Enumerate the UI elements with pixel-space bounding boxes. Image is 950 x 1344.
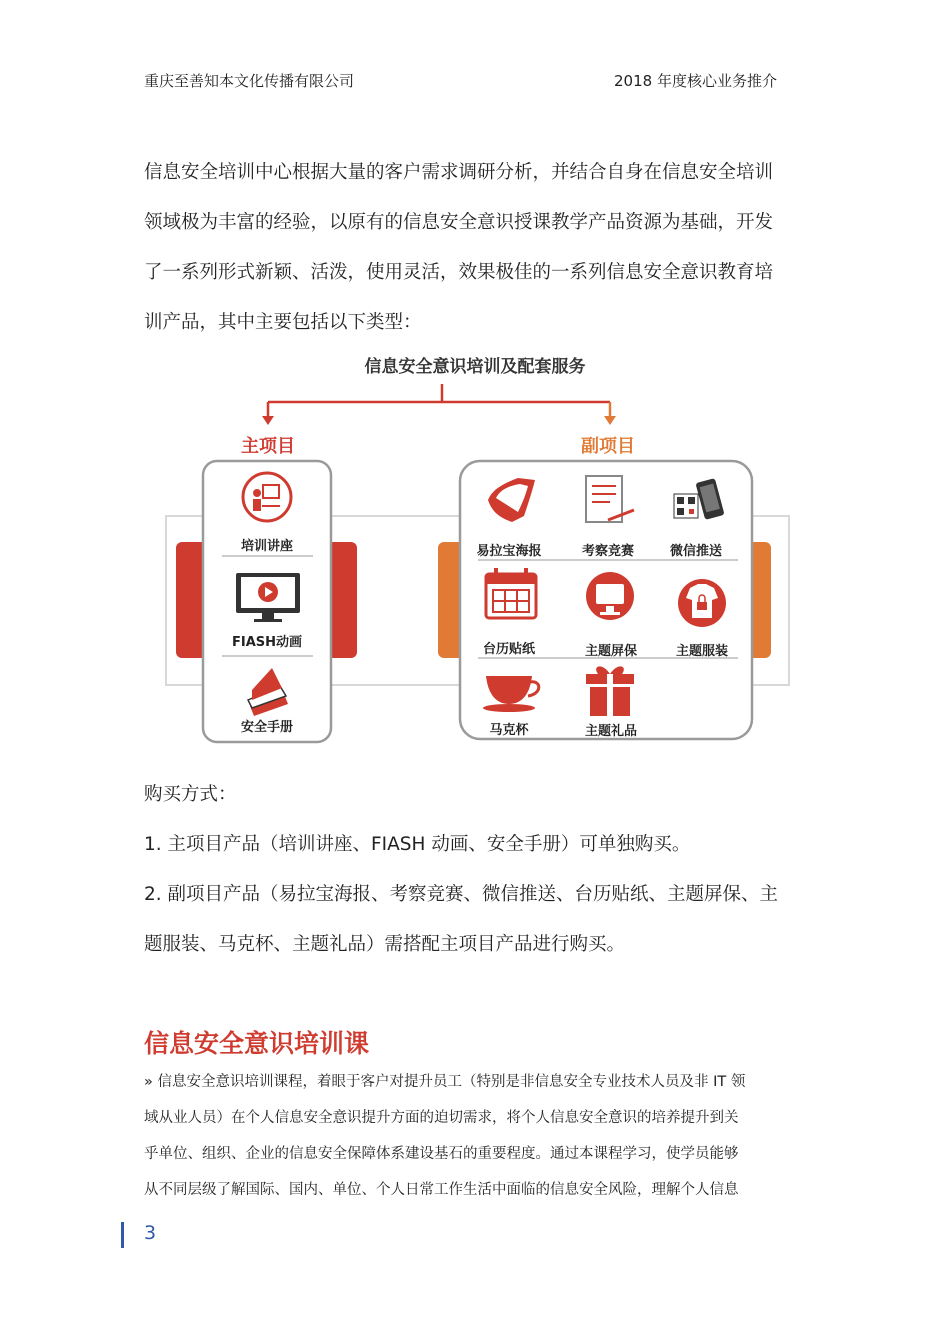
intro-line: 领域极为丰富的经验，以原有的信息安全意识授课教学产品资源为基础，开发 [144,212,774,233]
main-group-label: 主项目 [241,436,295,457]
sub-group-label: 副项目 [581,436,635,457]
sub-item-apparel: 主题服装 [675,644,728,659]
main-item-handbook: 安全手册 [240,720,293,735]
arrow-down-icon [262,416,274,425]
intro-line: 了一系列形式新颖、活泼，使用灵活，效果极佳的一系列信息安全意识教育培 [144,262,774,283]
purchase-line: 题服装、马克杯、主题礼品）需搭配主项目产品进行购买。 [144,934,626,955]
main-item-flash: FIASH动画 [231,635,303,650]
purchase-section [144,770,804,970]
sub-item-wechat: 微信推送 [669,544,722,559]
page-number-bar [121,1222,124,1248]
sub-item-gift: 主题礼品 [584,724,637,739]
diagram-title: 信息安全意识培训及配套服务 [364,357,586,377]
arrow-down-icon [604,416,616,425]
main-item-lecture: 培训讲座 [240,539,293,554]
sub-item-poster: 易拉宝海报 [476,544,542,559]
page-number: 3 [144,1222,157,1244]
purchase-line: 2. 副项目产品（易拉宝海报、考察竞赛、微信推送、台历贴纸、主题屏保、主 [144,884,779,905]
intro-line: 信息安全培训中心根据大量的客户需求调研分析，并结合自身在信息安全培训 [144,162,774,183]
intro-line: 训产品，其中主要包括以下类型： [144,312,422,333]
purchase-line: 1. 主项目产品（培训讲座、FIASH 动画、安全手册）可单独购买。 [144,834,691,855]
sub-item-exam: 考察竞赛 [581,544,634,559]
sub-item-calendar: 台历贴纸 [482,642,535,657]
section-body [144,1064,804,1208]
section-line: 从不同层级了解国际、国内、单位、个人日常工作生活中面临的信息安全风险，理解个人信息 [144,1182,739,1198]
header-doc-title: 2018 年度核心业务推介 [614,72,777,90]
sub-item-screensaver: 主题屏保 [584,644,637,659]
tshirt-icon [678,579,726,627]
section-line: 域从业人员）在个人信息安全意识提升方面的迫切需求，将个人信息安全意识的培养提升到关 [144,1110,739,1126]
calendar-icon [486,568,536,618]
section-line: » 信息安全意识培训课程，着眼于客户对提升员工（特别是非信息安全专业技术人员及非 IT 领 [144,1074,746,1090]
header-company: 重庆至善知本文化传播有限公司 [144,72,355,90]
sub-item-mug: 马克杯 [489,723,529,738]
section-line: 乎单位、组织、企业的信息安全保障体系建设基石的重要程度。通过本课程学习，使学员能够 [144,1146,739,1162]
purchase-heading: 购买方式： [144,784,237,805]
section-title: 信息安全意识培训课 [144,1029,370,1058]
screen-icon [586,572,634,620]
